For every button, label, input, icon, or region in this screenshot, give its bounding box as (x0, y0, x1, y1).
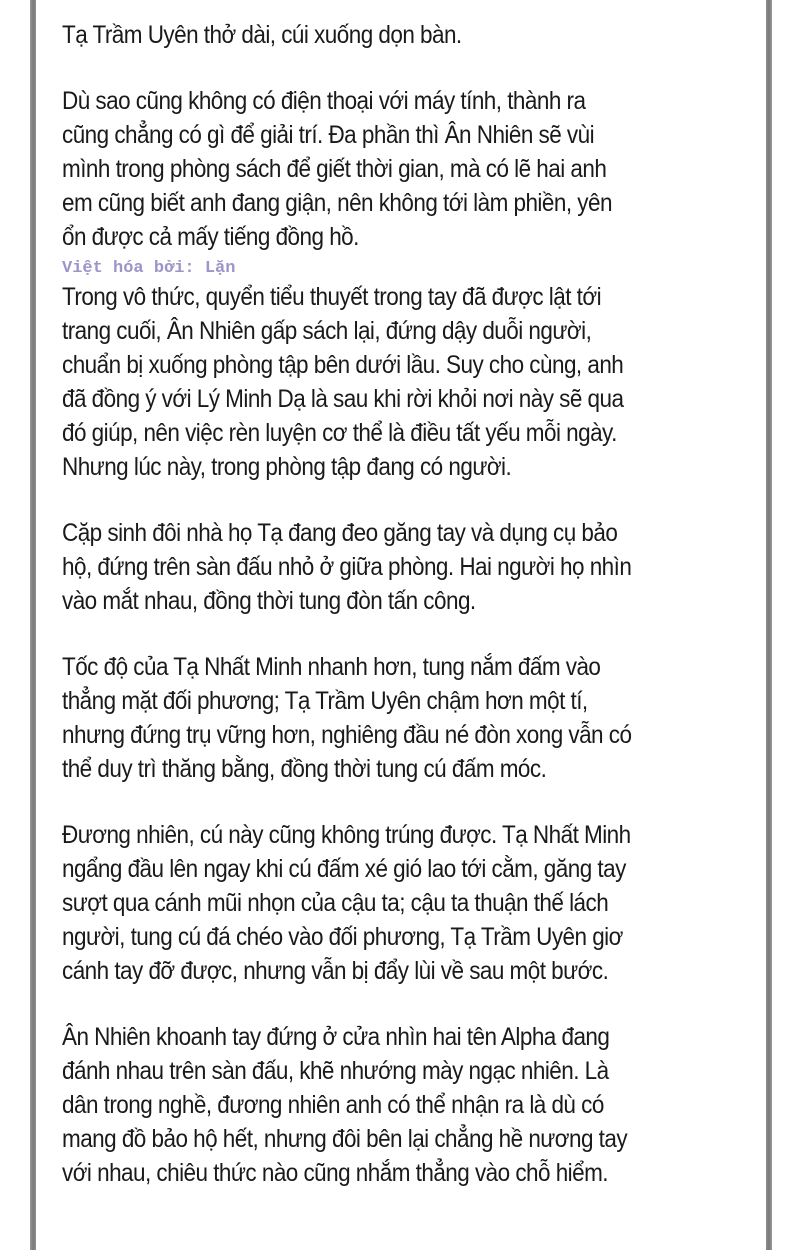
text-line: vào mắt nhau, đồng thời tung đòn tấn công. (62, 587, 476, 615)
paragraph-4 (62, 516, 762, 618)
translator-watermark: Việt hóa bởi: Lặn (62, 259, 236, 278)
text-line: Cặp sinh đôi nhà họ Tạ đang đeo găng tay và dụng cụ bảo (62, 519, 618, 547)
text-line: Tạ Trầm Uyên thở dài, cúi xuống dọn bàn. (62, 21, 462, 49)
text-line: đã đồng ý với Lý Minh Dạ là sau khi rời khỏi nơi này sẽ qua (62, 385, 624, 413)
paragraph-gap (62, 618, 762, 650)
paragraph-5 (62, 650, 762, 786)
text-line: mang đồ bảo hộ hết, nhưng đôi bên lại chẳng hề nương tay (62, 1125, 628, 1153)
text-line: nhưng đứng trụ vững hơn, nghiêng đầu né đòn xong vẫn có (62, 721, 632, 749)
text-line: Dù sao cũng không có điện thoại với máy tính, thành ra (62, 87, 586, 115)
text-line: ổn được cả mấy tiếng đồng hồ. (62, 223, 359, 251)
paragraph-3 (62, 280, 762, 484)
text-line: dân trong nghề, đương nhiên anh có thể nhận ra là dù có (62, 1091, 604, 1119)
text-line: cũng chẳng có gì để giải trí. Đa phần thì Ân Nhiên sẽ vùi (62, 121, 595, 149)
right-page-border (766, 0, 772, 1250)
text-line: đó giúp, nên việc rèn luyện cơ thể là điều tất yếu mỗi ngày. (62, 419, 617, 447)
text-line: chuẩn bị xuống phòng tập bên dưới lầu. Suy cho cùng, anh (62, 351, 624, 379)
text-line: sượt qua cánh mũi nhọn của cậu ta; cậu ta thuận thế lách (62, 889, 609, 917)
paragraph-1 (62, 18, 762, 52)
paragraph-gap (62, 786, 762, 818)
paragraph-6 (62, 818, 762, 988)
text-line: Ân Nhiên khoanh tay đứng ở cửa nhìn hai tên Alpha đang (62, 1023, 610, 1051)
text-line: hộ, đứng trên sàn đấu nhỏ ở giữa phòng. Hai người họ nhìn (62, 553, 632, 581)
text-line: em cũng biết anh đang giận, nên không tới làm phiền, yên (62, 189, 612, 217)
text-line: Tốc độ của Tạ Nhất Minh nhanh hơn, tung nắm đấm vào (62, 653, 601, 681)
text-line: Đương nhiên, cú này cũng không trúng được. Tạ Nhất Minh (62, 821, 631, 849)
text-line: người, tung cú đá chéo vào đối phương, Tạ Trầm Uyên giơ (62, 923, 623, 951)
paragraph-gap (62, 484, 762, 516)
paragraph-gap (62, 988, 762, 1020)
text-line: Trong vô thức, quyển tiểu thuyết trong tay đã được lật tới (62, 283, 602, 311)
paragraph-gap (62, 52, 762, 84)
text-line: đánh nhau trên sàn đấu, khẽ nhướng mày ngạc nhiên. Là (62, 1057, 609, 1085)
text-line: với nhau, chiêu thức nào cũng nhắm thẳng vào chỗ hiểm. (62, 1159, 609, 1187)
text-line: cánh tay đỡ được, nhưng vẫn bị đẩy lùi về sau một bước. (62, 957, 609, 985)
text-line: trang cuối, Ân Nhiên gấp sách lại, đứng dậy duỗi người, (62, 317, 592, 345)
left-page-border (30, 0, 36, 1250)
text-line: Nhưng lúc này, trong phòng tập đang có người. (62, 453, 512, 481)
text-line: thể duy trì thăng bằng, đồng thời tung cú đấm móc. (62, 755, 547, 783)
text-line: ngẩng đầu lên ngay khi cú đấm xé gió lao tới cằm, găng tay (62, 855, 626, 883)
text-line: mình trong phòng sách để giết thời gian, mà có lẽ hai anh (62, 155, 607, 183)
story-page (62, 18, 762, 1190)
text-line: thẳng mặt đối phương; Tạ Trầm Uyên chậm hơn một tí, (62, 687, 588, 715)
paragraph-2 (62, 84, 762, 254)
paragraph-7 (62, 1020, 762, 1190)
